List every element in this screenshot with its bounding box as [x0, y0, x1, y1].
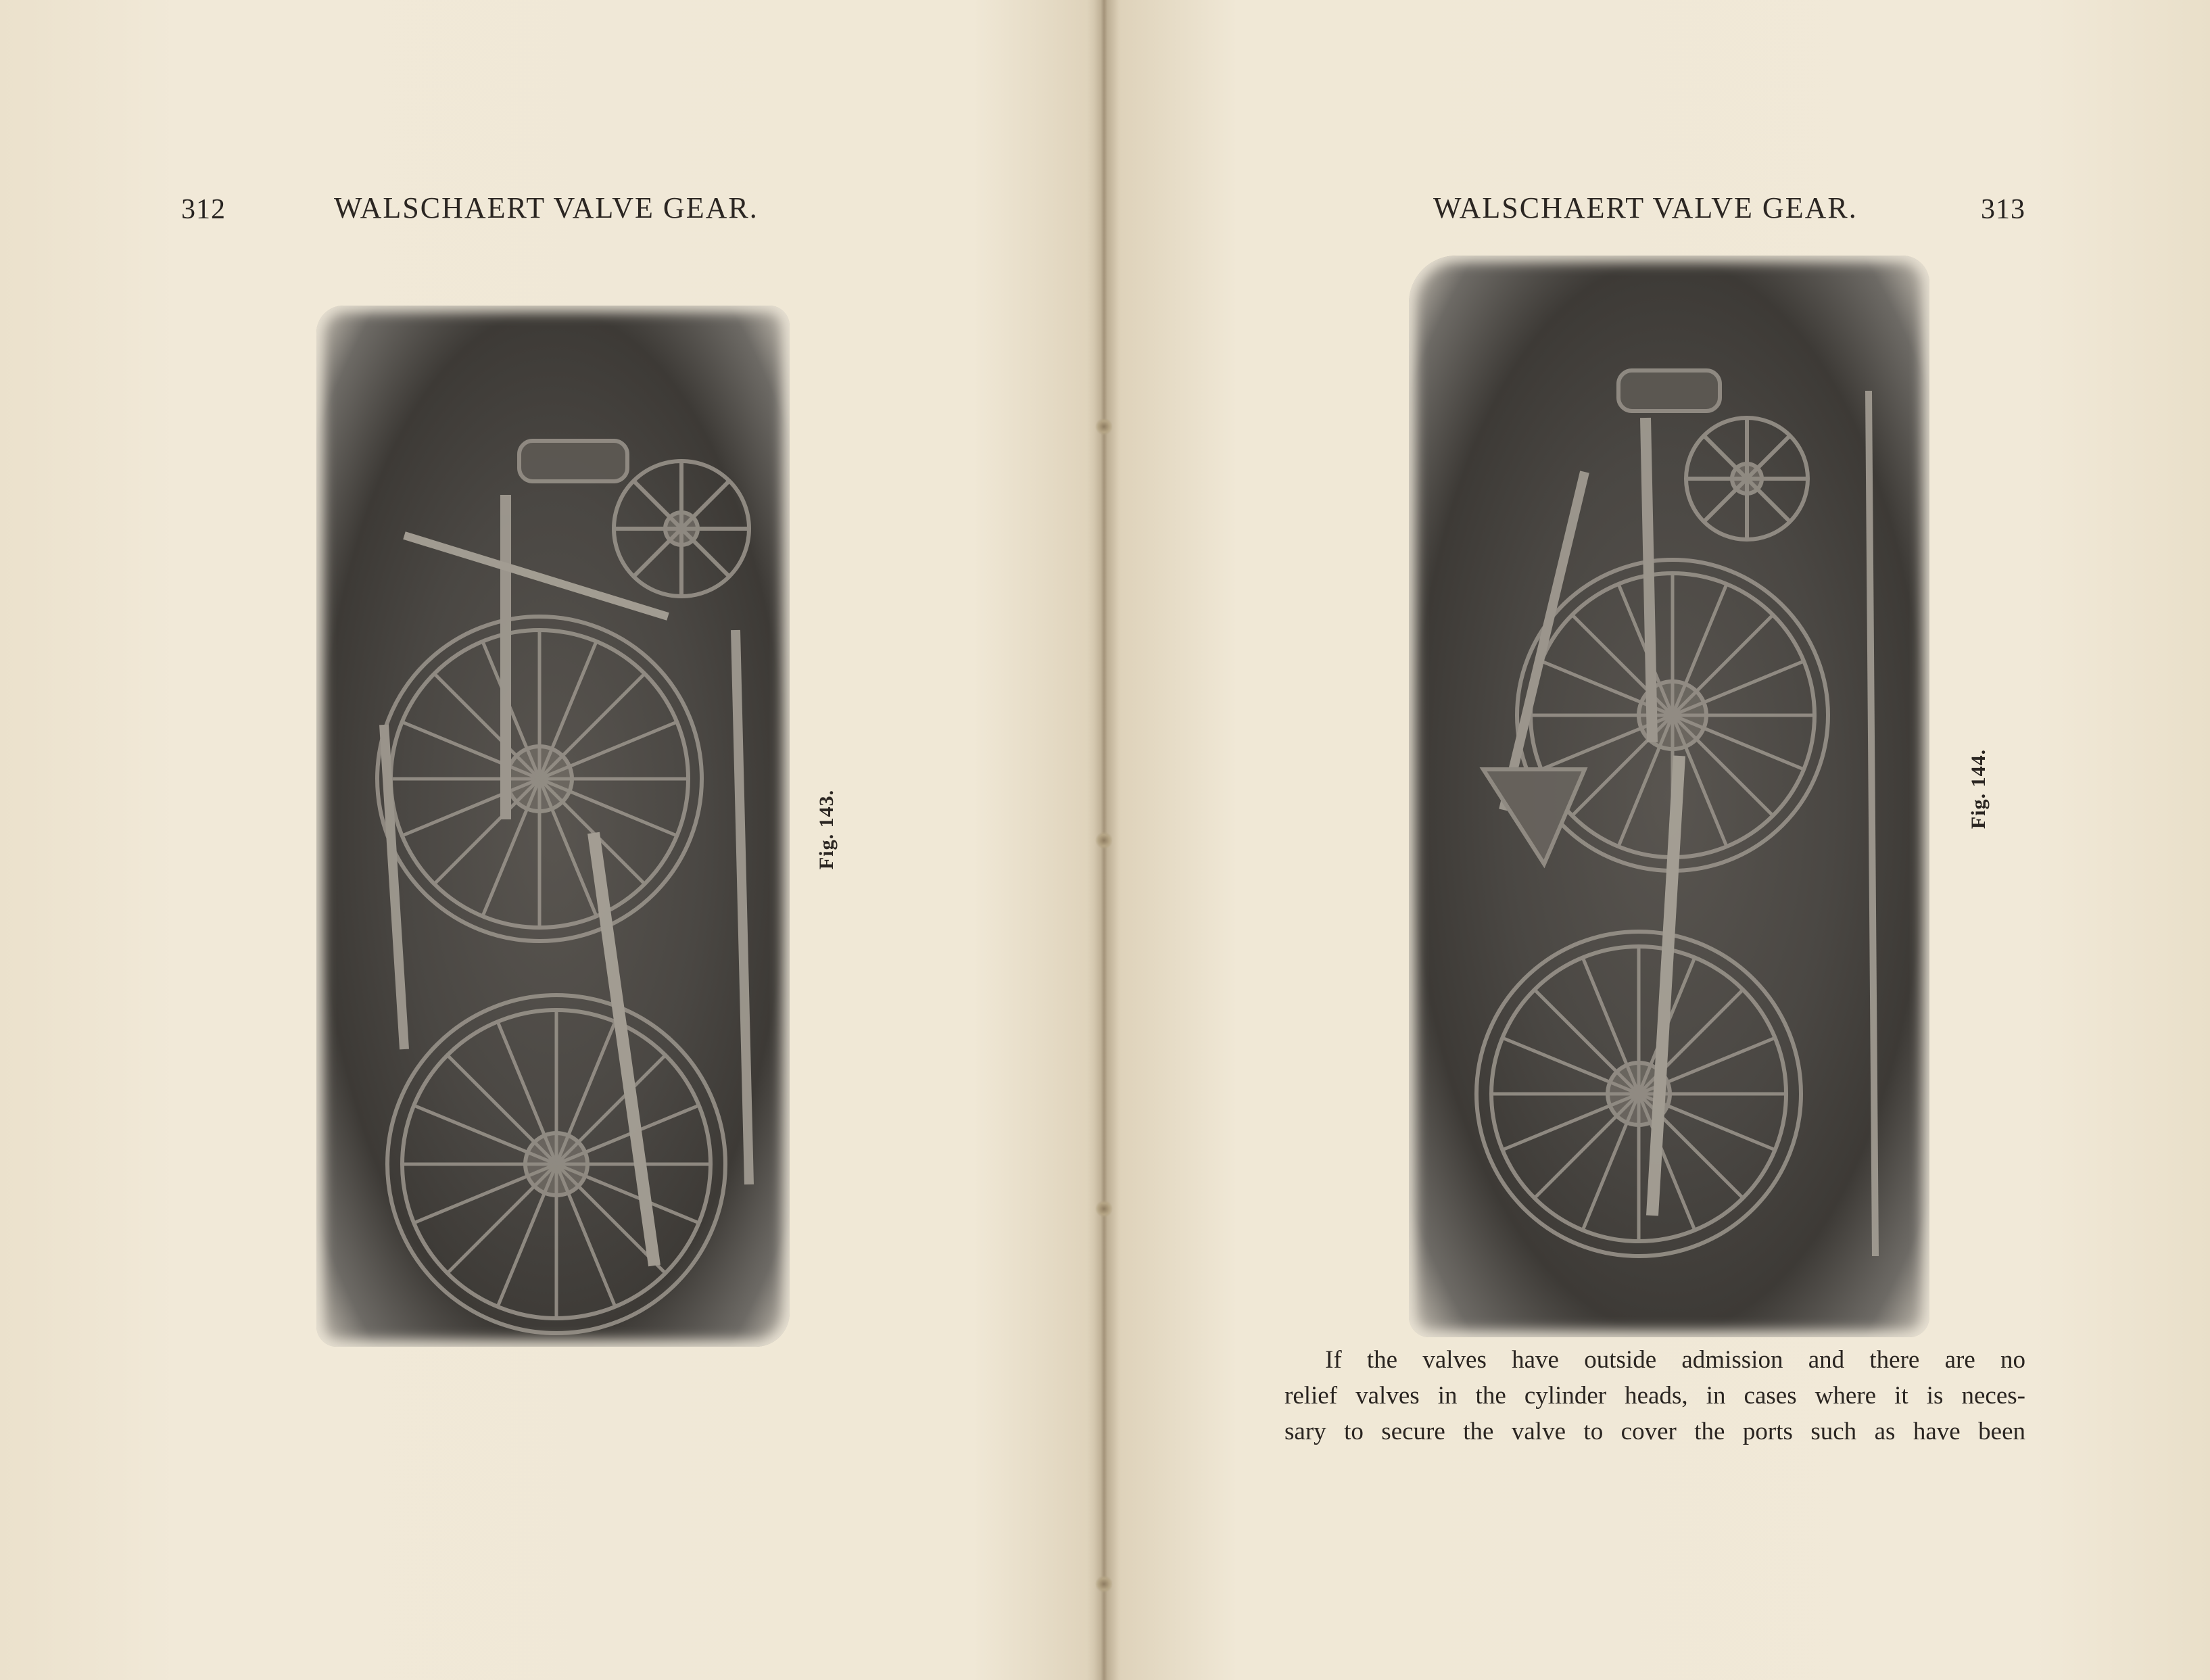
body-paragraph: [1284, 1342, 2025, 1449]
binding-stitch-hole: [1095, 1575, 1113, 1593]
right-figure-label: Fig. 144.: [1967, 748, 1990, 830]
right-running-head: WALSCHAERT VALVE GEAR.: [1433, 191, 1858, 224]
locomotive-valve-gear-illustration: [1409, 256, 1929, 1337]
left-page-number: 312: [181, 194, 226, 225]
body-line: relief valves in the cylinder heads, in cases where it is neces-: [1284, 1382, 2025, 1410]
fig-143-plate: [316, 306, 790, 1347]
locomotive-valve-gear-illustration: [316, 306, 790, 1347]
binding-stitch-hole: [1095, 418, 1113, 435]
left-running-head: WALSCHAERT VALVE GEAR.: [334, 191, 759, 224]
right-page-number: 313: [1981, 194, 2025, 225]
left-figure-label: Fig. 143.: [815, 789, 838, 870]
binding-stitch-hole: [1095, 832, 1113, 849]
fig-144-plate: [1409, 256, 1929, 1337]
body-line: If the valves have outside admission and there are no: [1325, 1346, 2025, 1374]
binding-stitch-hole: [1095, 1200, 1113, 1218]
left-page: [0, 0, 1099, 1680]
body-line: sary to secure the valve to cover the ports such as have been: [1284, 1418, 2025, 1445]
